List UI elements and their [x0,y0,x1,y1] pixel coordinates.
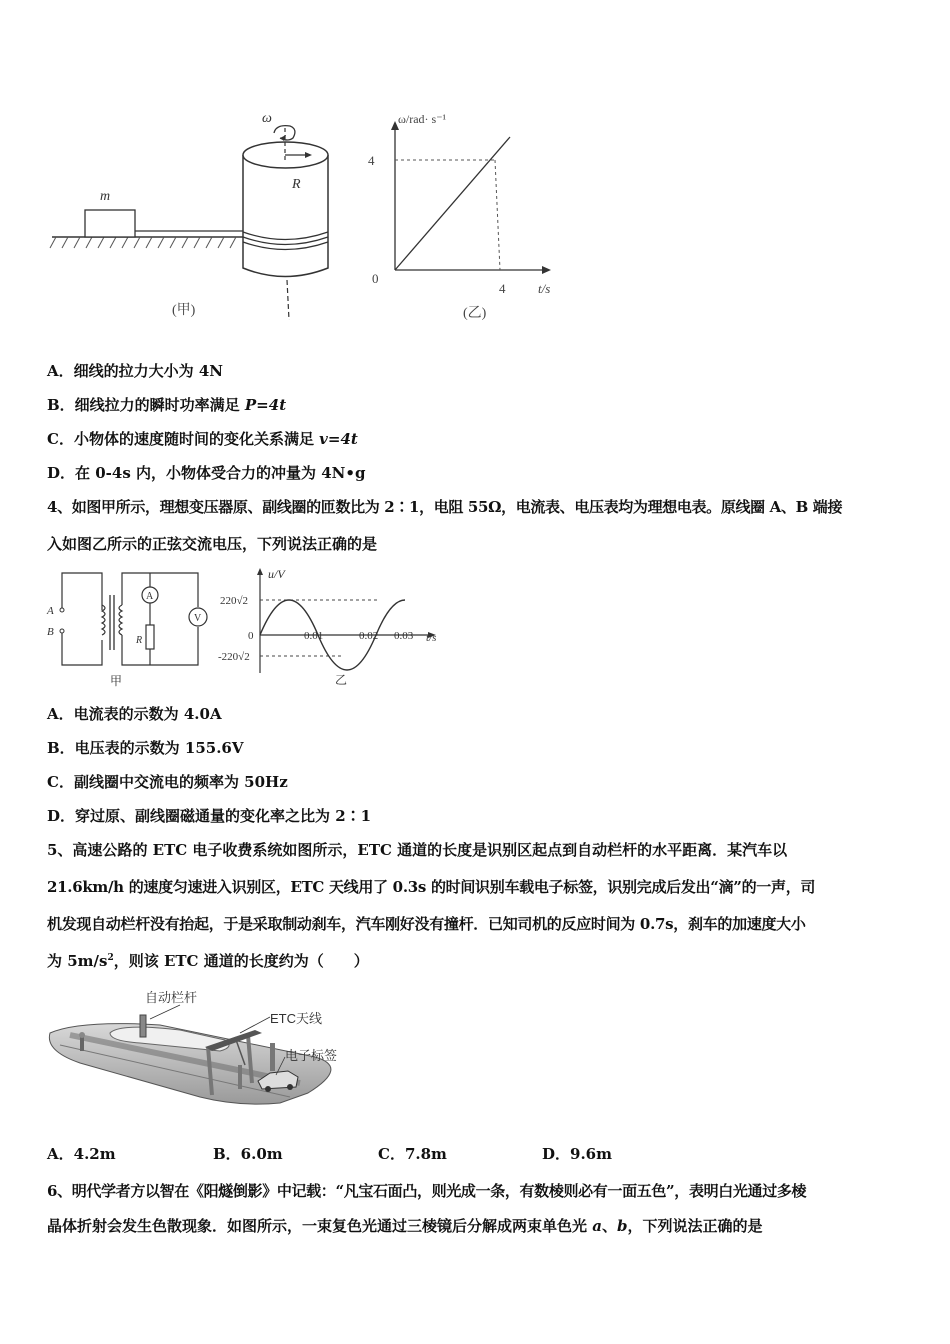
figure-transformer-circuit [40,565,220,690]
peak-negative-label: -220√2 [218,651,250,663]
figure-rotating-cylinder [40,100,380,325]
resistor-label: R [136,635,143,646]
y-tick-4: 4 [368,153,375,168]
peak-positive-label: 220√2 [220,595,249,607]
block-m [85,210,135,237]
q5-stem-line1: 5、高速公路的 ETC 电子收费系统如图所示，ETC 通道的长度是识别区起点到自动栏杆的水平距离．某汽车以 [47,841,788,859]
q4-option-c: C．副线圈中交流电的频率为 50Hz [47,773,288,791]
voltmeter-label: V [194,613,202,624]
q5-stem-line3: 机发现自动栏杆没有抬起，于是采取制动刹车，汽车刚好没有撞杆．已知司机的反应时间为 0.7s，刹车的加速度大小 [47,915,806,933]
q5-line4-text: 为 5m/s [47,952,108,970]
antenna-label: ETC天线 [270,1011,323,1026]
omega-label: ω [262,111,272,126]
q5-option-b: B．6.0m [213,1145,283,1163]
q6-line2-tail: ，下列说法正确的是 [627,1217,763,1235]
u-axis-label: u/V [268,567,285,581]
q4-option-b: B．电压表的示数为 155.6V [47,739,244,757]
t-axis-label: t/s [426,632,437,644]
t3-label: 0.03 [394,630,414,642]
resistor-icon [146,625,154,649]
q4-option-a: A．电流表的示数为 4.0A [47,705,222,723]
jia-caption: (甲) [172,303,196,318]
barrier-label: 自动栏杆 [145,990,198,1005]
x-tick-4: 4 [499,281,506,296]
q3-option-c-formula: v=4t [319,430,358,448]
ammeter-label: A [146,591,154,602]
m-label: m [100,189,111,204]
q3-option-a: A．细线的拉力大小为 4N [47,362,224,380]
q6-light-b: b [616,1217,628,1235]
q6-light-a: a [592,1217,602,1235]
q5-line4-tail: ，则该 ETC 通道的长度约为（ ） [113,952,369,970]
terminal-a-label: A [47,605,54,617]
q4-option-d: D．穿过原、副线圈磁通量的变化率之比为 2∶1 [47,807,372,825]
t0-label: 0 [248,630,254,642]
y-axis-label: ω/rad· s⁻¹ [398,112,447,126]
q3-option-d: D．在 0-4s 内，小物体受合力的冲量为 4N•g [47,464,366,482]
q4-stem-line1: 4、如图甲所示，理想变压器原、副线圈的匝数比为 2∶1，电阻 55Ω，电流表、电压表均为理想电表。原线圈 A、B 端接 [47,498,843,516]
tag-label: 电子标签 [285,1048,338,1063]
q6-stem-line1: 6、明代学者方以智在《阳燧倒影》中记载：“凡宝石面凸，则光成一条，有数棱则必有一面五色”，表明白光通过多棱 [47,1182,807,1200]
x-axis-label: t/s [538,281,551,296]
q6-separator: 、 [601,1217,617,1235]
q5-option-a: A．4.2m [47,1145,116,1163]
figure-sine-voltage [218,563,448,690]
q5-stem-line2: 21.6km/h 的速度匀速进入识别区，ETC 天线用了 0.3s 的时间识别车载电子标签，识别完成后发出“滴”的一声，司 [47,878,816,896]
q3-option-c-text: C．小物体的速度随时间的变化关系满足 [47,430,320,448]
barrier-post [140,1015,146,1037]
q3-option-c [47,428,358,449]
q3-option-b-text: B．细线拉力的瞬时功率满足 [47,396,245,414]
q4-stem-line2: 入如图乙所示的正弦交流电压，下列说法正确的是 [47,535,378,553]
sine-caption: 乙 [335,673,348,687]
q3-option-b-formula: P=4t [244,396,287,414]
q6-line2-text: 晶体折射会发生色散现象．如图所示，一束复色光通过三棱镜后分解成两束单色光 [47,1217,593,1235]
q6-stem-line2 [47,1215,763,1236]
circuit-caption: 甲 [110,674,123,688]
terminal-b-label: B [47,626,54,638]
q5-option-d: D．9.6m [542,1145,612,1163]
t2-label: 0.02 [359,630,379,642]
q5-line4-superscript: 2 [107,953,114,963]
t1-label: 0.01 [304,630,324,642]
cylinder [243,155,328,277]
figure-omega-t-graph [360,105,580,325]
omega-line [395,137,510,270]
q5-stem-line4 [47,950,369,971]
R-label: R [292,177,301,192]
q5-option-c: C．7.8m [378,1145,447,1163]
yi-caption: (乙) [463,306,487,321]
origin-label: 0 [372,271,379,286]
q3-option-b [47,394,286,415]
